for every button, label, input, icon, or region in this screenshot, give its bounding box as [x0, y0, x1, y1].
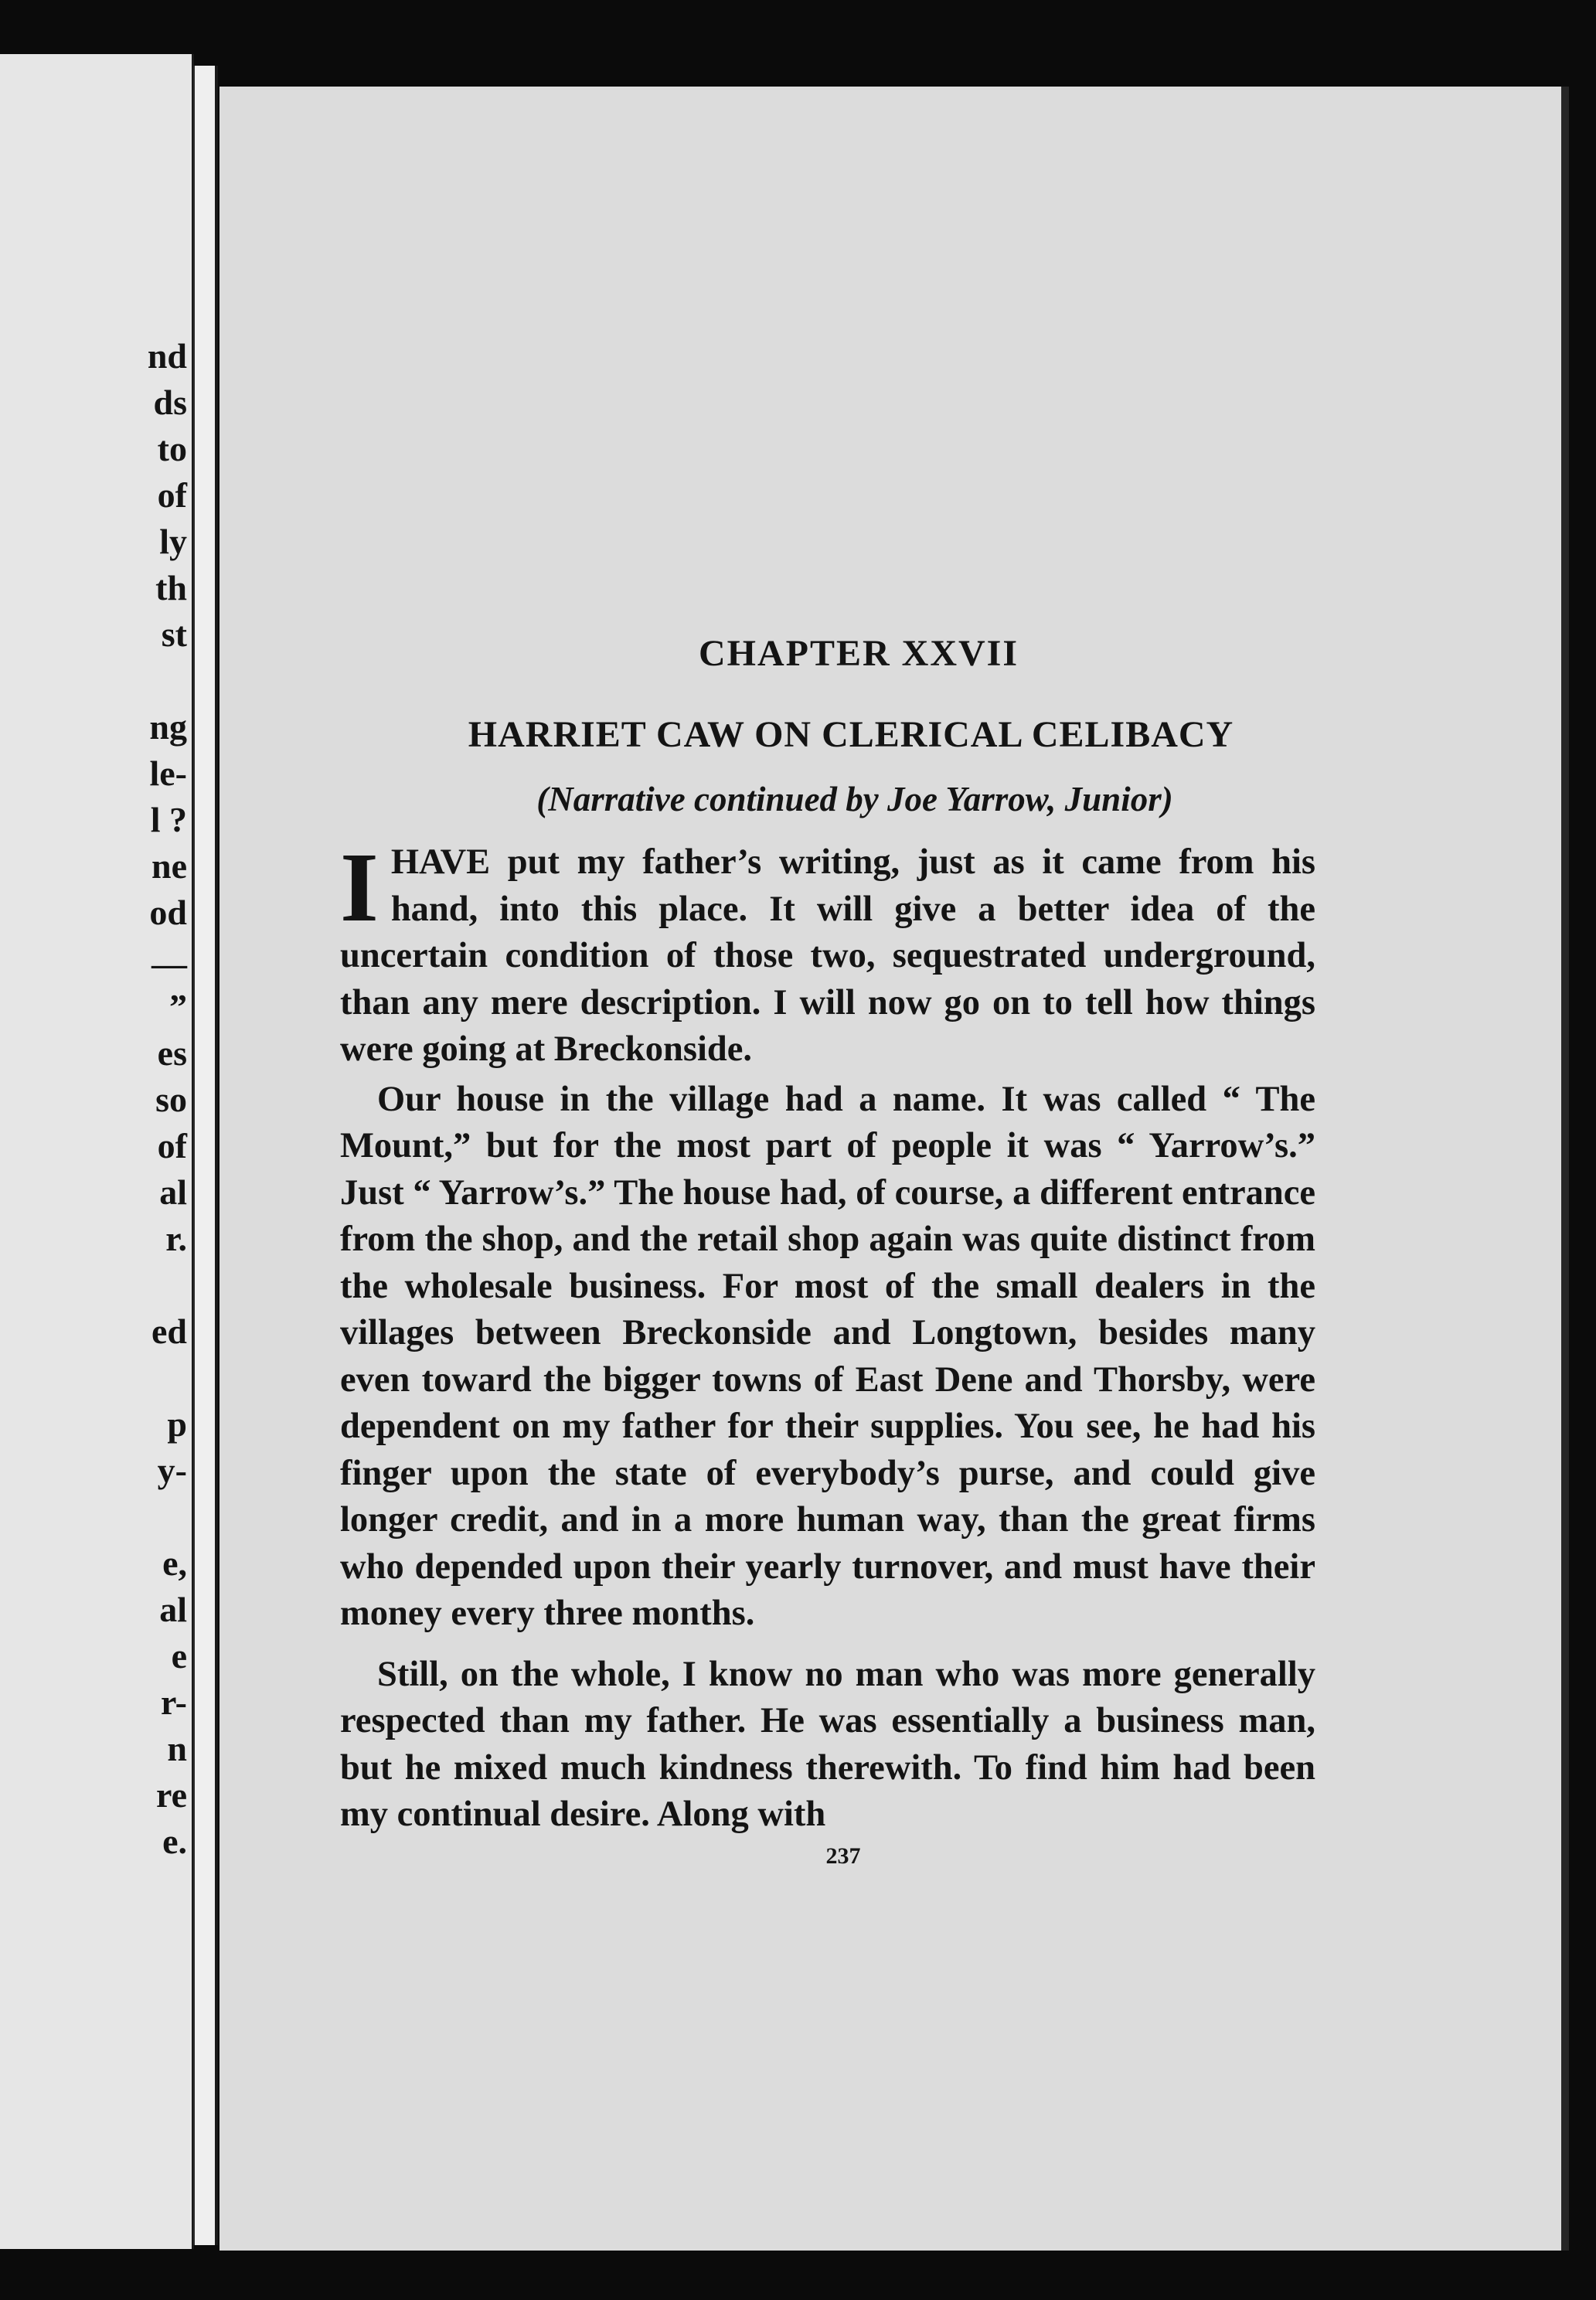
facing-line: od — [149, 893, 187, 932]
paragraph-1-text: HAVE put my father’s writing, just as it came from his hand, into this place. It will give a better idea of the uncertain condition of those two, sequestrated underground, than any mere description. I will now go on to tell how things were going at Breckonside. — [340, 842, 1315, 1069]
facing-line: e. — [162, 1822, 187, 1861]
paragraph-2: Our house in the village had a name. It was called “ The Mount,” but for the most part of people it was “ Yarrow’s.” Just “ Yarrow’s.” The house had, of course, a different entrance from the shop, and the retail shop again was quite distinct from the wholesale business. For most of the small dealers in the villages between Breckonside and Longtown, besides many even toward the bigger towns of East Dene and Thorsby, were dependent on my father for their supplies. You see, he had his finger upon the state of everybody’s purse, and could give longer credit, and in a more human way, than the great firms who depended upon their yearly turnover, and must have their money every three months. — [340, 1079, 1315, 1633]
facing-line: nd — [147, 336, 187, 376]
facing-line: ng — [149, 707, 187, 747]
facing-line: n — [167, 1729, 187, 1768]
facing-line: e — [171, 1636, 187, 1676]
facing-line: to — [157, 429, 187, 468]
facing-line: r- — [160, 1682, 187, 1722]
facing-line: r. — [165, 1219, 187, 1258]
facing-line: ne — [151, 846, 187, 886]
facing-line: ds — [153, 383, 187, 422]
chapter-number: CHAPTER XXVII — [698, 633, 1019, 674]
facing-line: — — [151, 944, 187, 983]
facing-line: le- — [149, 754, 187, 793]
facing-line: es — [157, 1033, 187, 1073]
facing-line: y- — [157, 1451, 187, 1490]
facing-line: p — [167, 1404, 187, 1444]
chapter-title: HARRIET CAW ON CLERICAL CELIBACY — [468, 714, 1234, 755]
facing-line: so — [155, 1080, 187, 1119]
facing-line: of — [157, 1126, 187, 1165]
facing-line: al — [159, 1172, 187, 1212]
page-number: 237 — [825, 1842, 861, 1869]
facing-line: th — [155, 568, 187, 607]
facing-page — [0, 54, 194, 2249]
facing-line: st — [161, 614, 187, 654]
facing-line: ed — [151, 1312, 187, 1351]
facing-line: re — [155, 1775, 187, 1815]
facing-line: ly — [159, 522, 187, 561]
drop-cap: I — [340, 832, 379, 942]
facing-line: al — [159, 1590, 187, 1629]
facing-line: of — [157, 475, 187, 515]
paragraph-1 — [340, 832, 1315, 1073]
facing-line: e, — [162, 1543, 187, 1583]
facing-line: l ? — [150, 800, 187, 839]
chapter-subtitle: (Narrative continued by Joe Yarrow, Junior) — [536, 780, 1173, 818]
book-gutter — [193, 66, 218, 2245]
facing-line: ” — [169, 987, 187, 1026]
chapter-text — [340, 632, 1315, 1870]
paragraph-3: Still, on the whole, I know no man who was more generally respected than my father. He was essentially a business man, but he mixed much kindness therewith. To find him had been my continual desire. Along with — [340, 1654, 1315, 1834]
